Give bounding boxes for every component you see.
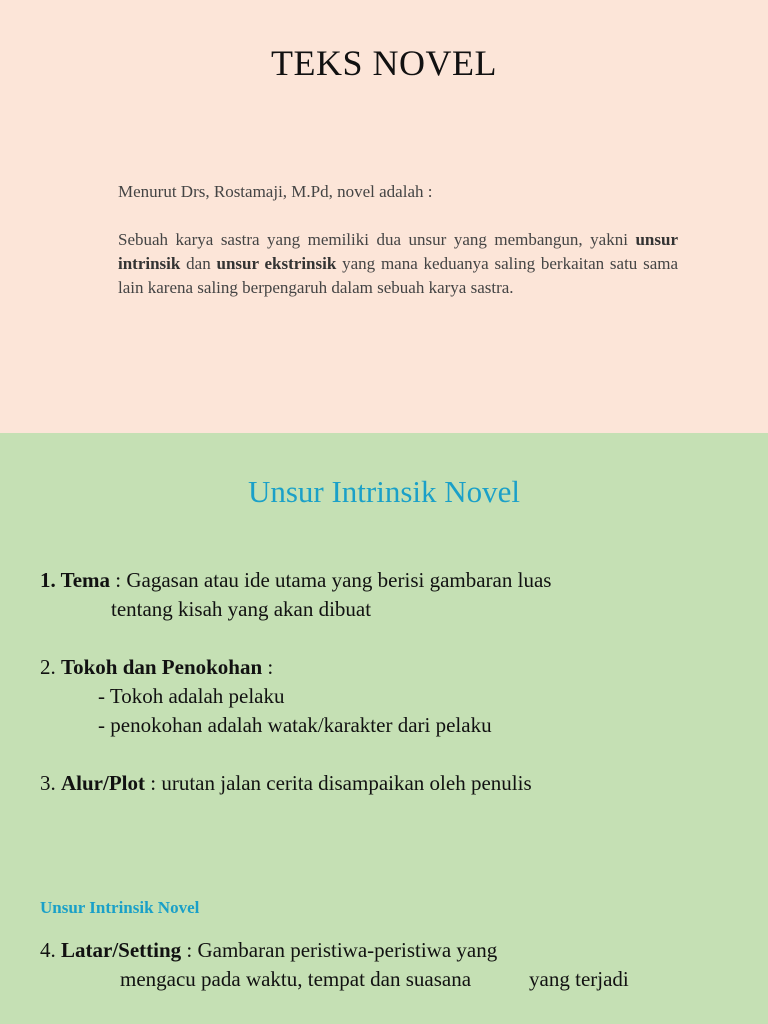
item-description: : Gambaran peristiwa-peristiwa yang xyxy=(181,938,498,962)
list-item-tokoh xyxy=(40,653,740,682)
sub-item-tokoh: - Tokoh adalah pelaku xyxy=(98,684,285,708)
definition-paragraph xyxy=(118,228,678,300)
definition-part-2: dan xyxy=(180,254,217,273)
item-description: : Gagasan atau ide utama yang berisi gambaran luas xyxy=(110,568,552,592)
section-title: Unsur Intrinsik Novel xyxy=(247,474,521,509)
item-number: 4. xyxy=(40,938,61,962)
list-item-tema xyxy=(40,566,740,595)
slide-teks-novel xyxy=(0,0,768,433)
list-item-alur xyxy=(40,769,740,798)
intro-text xyxy=(118,180,678,300)
list-item-latar xyxy=(40,936,740,965)
item-description: : xyxy=(262,655,274,679)
definition-part-3: yang mana keduanya saling berkaitan satu sama lain karena saling berpengaruh dalam sebuah karya sastra. xyxy=(118,254,679,297)
item-number: 3. xyxy=(40,771,61,795)
item-description-continued: mengacu pada waktu, tempat dan suasana yang terjadi xyxy=(120,967,629,991)
intrinsic-elements-list xyxy=(40,566,740,798)
definition-part-1: Sebuah karya sastra yang memiliki dua unsur yang membangun, yakni xyxy=(118,230,636,249)
item-description-continued: tentang kisah yang akan dibuat xyxy=(111,597,372,621)
item-description-tail: yang terjadi xyxy=(529,967,629,991)
slide-title: TEKS NOVEL xyxy=(271,43,497,83)
item-term: Alur/Plot xyxy=(61,771,145,795)
slide3-title: Unsur Intrinsik Novel xyxy=(40,898,200,917)
term-unsur-ekstrinsik: unsur ekstrinsik xyxy=(216,254,337,273)
item-number: 2. xyxy=(40,655,61,679)
source-line: Menurut Drs, Rostamaji, M.Pd, novel adalah : xyxy=(118,182,433,201)
item-term: Tokoh dan Penokohan xyxy=(61,655,263,679)
item-number: 1. xyxy=(40,568,61,592)
intrinsic-elements-list-2 xyxy=(40,936,740,994)
item-term: Tema xyxy=(60,568,111,592)
term-unsur-intrinsik: unsur intrinsik xyxy=(118,230,678,273)
item-term: Latar/Setting xyxy=(61,938,182,962)
sub-item-penokohan: - penokohan adalah watak/karakter dari pelaku xyxy=(98,713,492,737)
item-description: : urutan jalan cerita disampaikan oleh penulis xyxy=(145,771,532,795)
